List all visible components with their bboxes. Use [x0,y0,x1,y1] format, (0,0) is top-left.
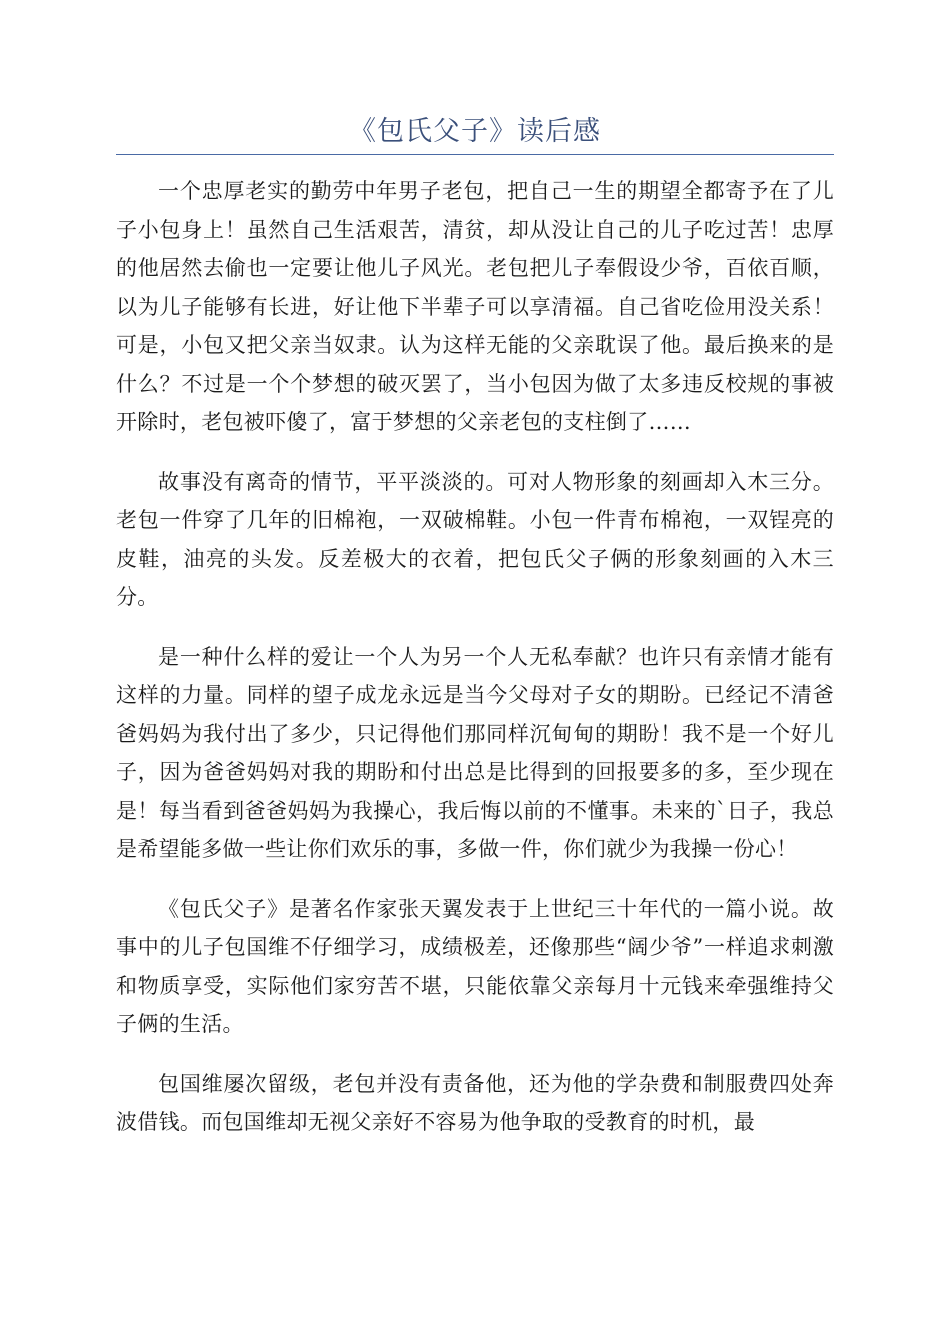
paragraph-5: 包国维屡次留级，老包并没有责备他，还为他的学杂费和制服费四处奔波借钱。而包国维却无视父亲好不容易为他争取的受教育的时机，最 [116,1071,834,1134]
paragraph-4: 《包氏父子》是著名作家张天翼发表于上世纪三十年代的一篇小说。故事中的儿子包国维不仔细学习，成绩极差，还像那些“阔少爷”一样追求刺激和物质享受，实际他们家穷苦不堪，只能依靠父亲每月十元钱来牵强维持父子俩的生活。 [116,896,834,1036]
document-title: 《包氏父子》读后感 [349,116,601,147]
paragraph-1: 一个忠厚老实的勤劳中年男子老包，把自己一生的期望全都寄予在了儿子小包身上！虽然自己生活艰苦，清贫，却从没让自己的儿子吃过苦！忠厚的他居然去偷也一定要让他儿子风光。老包把儿子奉假设少爷，百依百顺，以为儿子能够有长进，好让他下半辈子可以享清福。自己省吃俭用没关系！可是，小包又把父亲当奴隶。认为这样无能的父亲耽误了他。最后换来的是什么？不过是一个个梦想的破灭罢了，当小包因为做了太多违反校规的事被开除时，老包被吓傻了，富于梦想的父亲老包的支柱倒了…… [116,179,834,434]
title-underline [116,154,834,155]
document-body [116,172,834,1163]
paragraph-2: 故事没有离奇的情节，平平淡淡的。可对人物形象的刻画却入木三分。老包一件穿了几年的旧棉袍，一双破棉鞋。小包一件青布棉袍，一双锃亮的皮鞋，油亮的头发。反差极大的衣着，把包氏父子俩的形象刻画的入木三分。 [116,469,834,609]
paragraph-3: 是一种什么样的爱让一个人为另一个人无私奉献？也许只有亲情才能有这样的力量。同样的望子成龙永远是当今父母对子女的期盼。已经记不清爸爸妈妈为我付出了多少，只记得他们那同样沉甸甸的期盼！我不是一个好儿子，因为爸爸妈妈对我的期盼和付出总是比得到的回报要多的多，至少现在是！每当看到爸爸妈妈为我操心，我后悔以前的不懂事。未来的`日子，我总是希望能多做一些让你们欢乐的事，多做一件，你们就少为我操一份心！ [116,644,834,861]
